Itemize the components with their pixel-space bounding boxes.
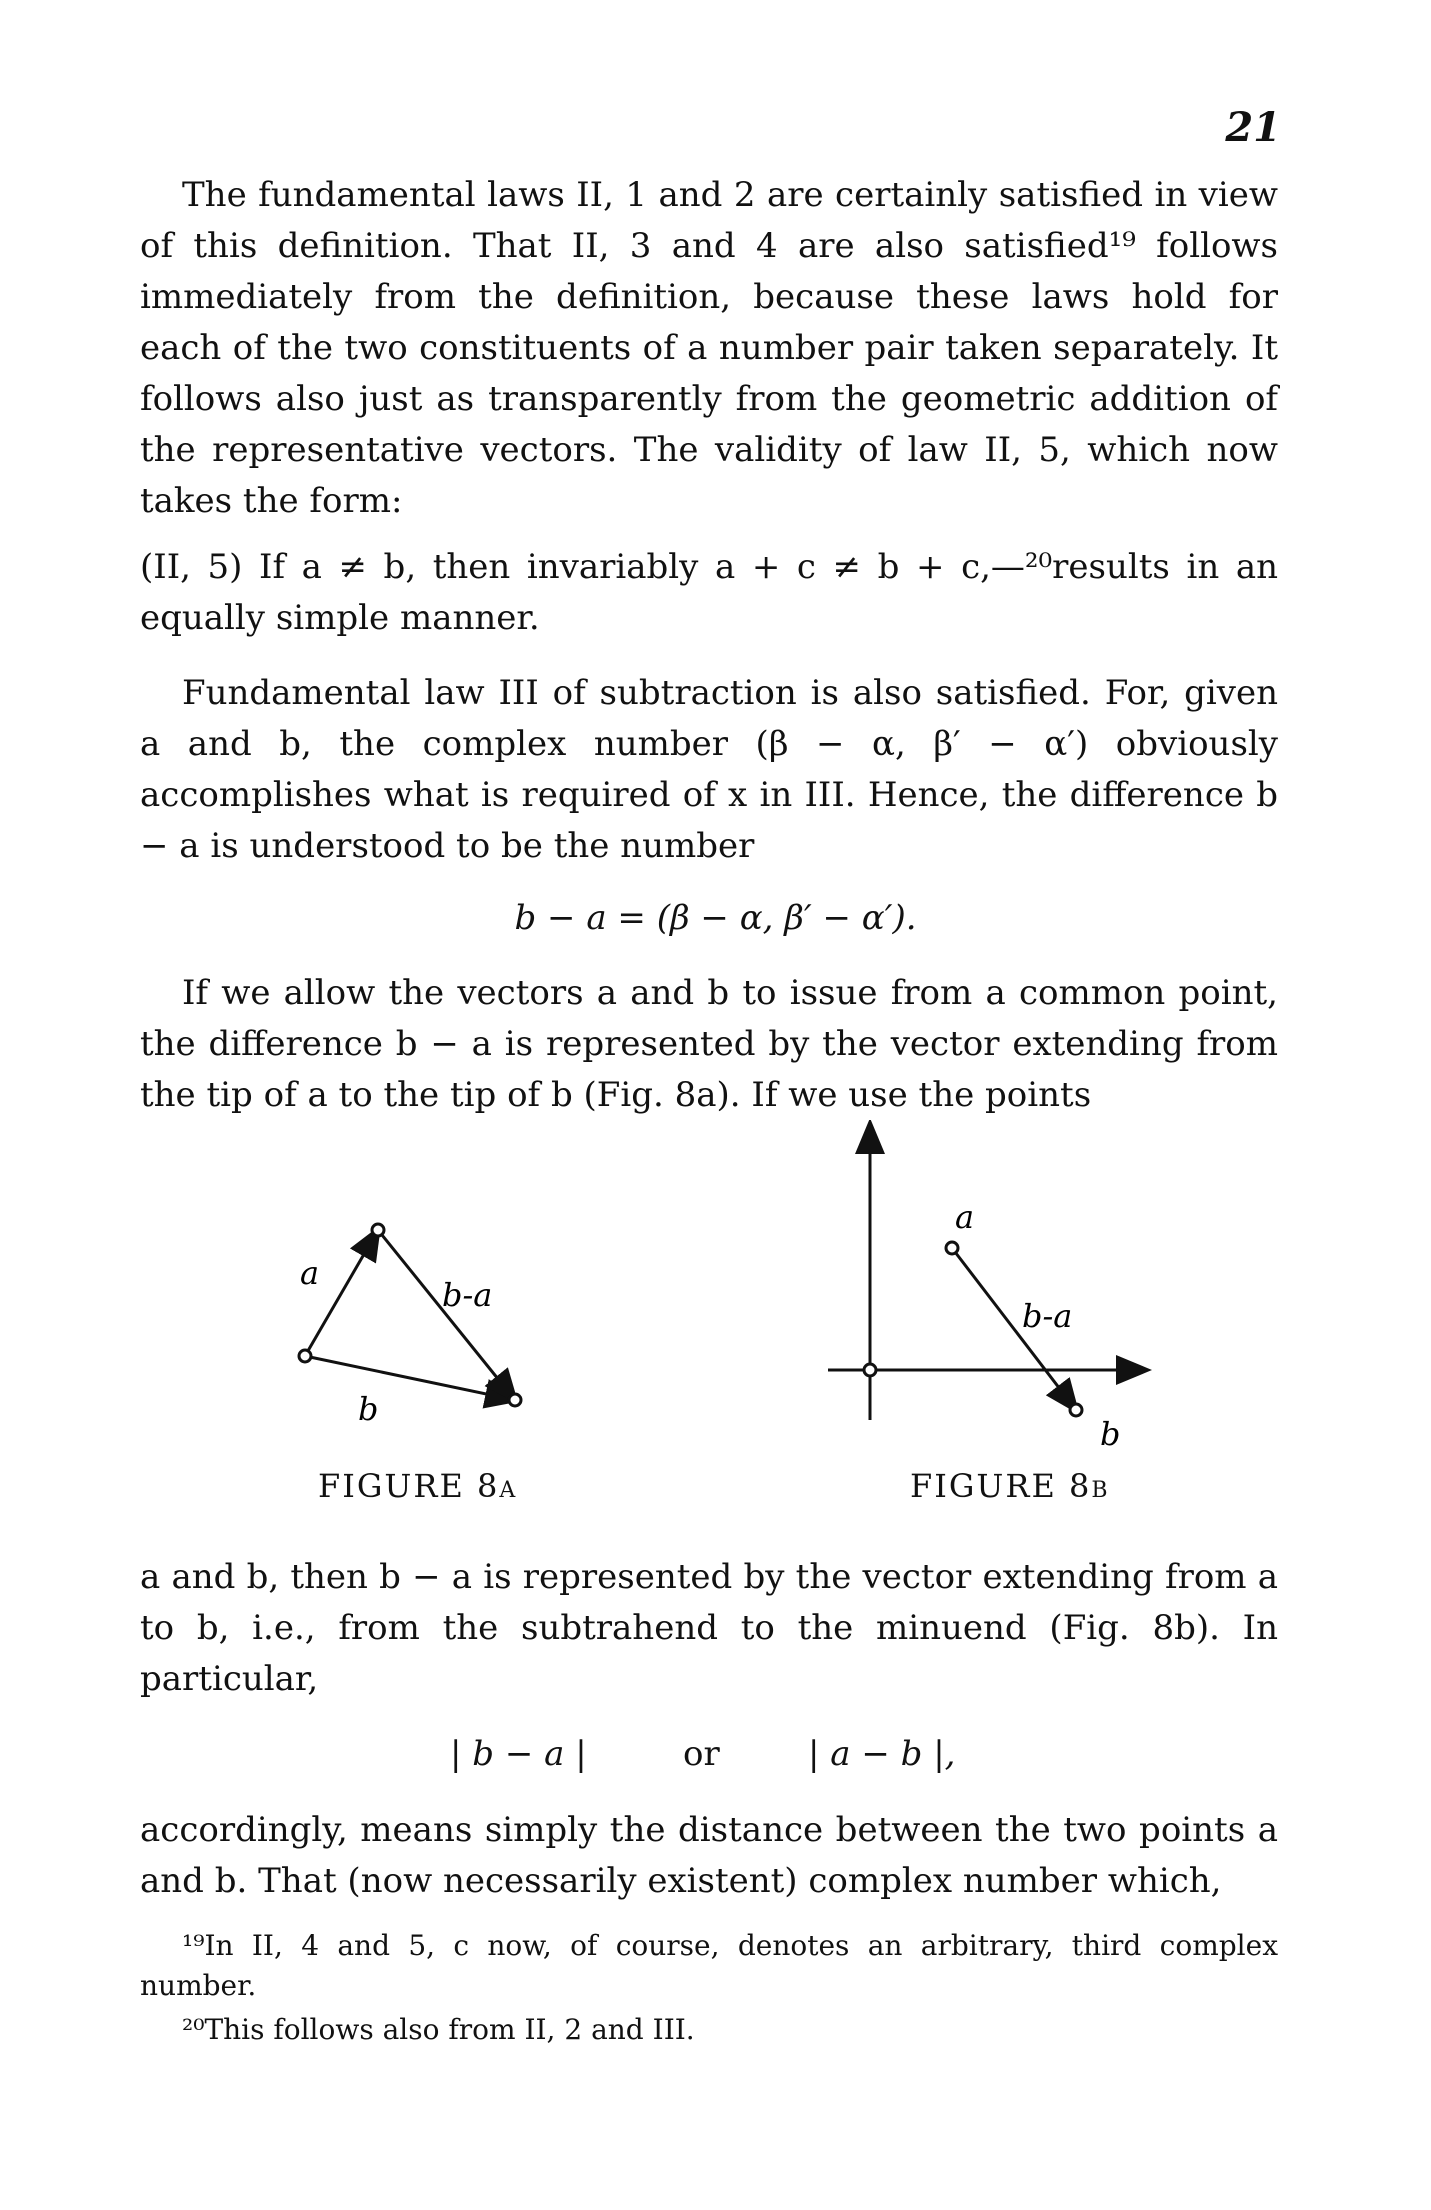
fig8b-point-a <box>946 1242 958 1254</box>
fig8a-label-b: b <box>358 1390 379 1428</box>
fig8b-label-diff: b-a <box>1022 1297 1073 1335</box>
equation-abs-row <box>0 1729 1431 1780</box>
footnote-19: ¹⁹In II, 4 and 5, c now, of course, denotes an arbitrary, third complex number. <box>140 1929 1278 2002</box>
equation-abs-right: | a − b |, <box>808 1734 956 1774</box>
paragraph-points: a and b, then b − a is represented by the vector extending from a to b, i.e., from the subtrahend to the minuend (Fig. 8b). In particular, <box>140 1557 1278 1699</box>
fig8a-vector-a <box>305 1230 378 1356</box>
fig8a-label-a: a <box>300 1254 320 1292</box>
fig8a-tip-b <box>509 1394 521 1406</box>
footnote-20: ²⁰This follows also from II, 2 and III. <box>182 2013 695 2046</box>
fig8b-point-b <box>1070 1404 1082 1416</box>
paragraph-distance: accordingly, means simply the distance between the two points a and b. That (now necessarily existent) complex number which, <box>140 1810 1278 1901</box>
figure-8a <box>299 1224 521 1428</box>
figures <box>0 1120 1431 1520</box>
equation-difference: b − a = (β − α, β′ − α′). <box>514 898 917 938</box>
paragraph-law-ii5: (II, 5) If a ≠ b, then invariably a + c ≠ b + c,—²⁰results in an equally simple manner. <box>140 547 1278 638</box>
fig8a-origin-point <box>299 1350 311 1362</box>
fig8a-tip-a <box>372 1224 384 1236</box>
figure-8a-caption: FIGURE 8a <box>318 1467 518 1505</box>
equation-abs-or: or <box>683 1734 720 1774</box>
figure-8b <box>828 1124 1146 1453</box>
figure-svg <box>0 1120 1431 1520</box>
paragraph-vectors: If we allow the vectors a and b to issue from a common point, the difference b − a is represented by the vector extending from the tip of a to the tip of b (Fig. 8a). If we use the points <box>140 973 1278 1115</box>
figure-8b-caption: FIGURE 8b <box>910 1467 1110 1505</box>
equation-abs-left: | b − a | <box>450 1734 587 1774</box>
fig8b-label-a: a <box>955 1198 975 1236</box>
paragraph-1: The fundamental laws II, 1 and 2 are certainly satisfied in view of this definition. That II, 3 and 4 are also satisfied¹⁹ follows immediately from the definition, because these laws hold for each of the two constituents of a number pair taken separately. It follows also just as transparently from the geometric addition of the representative vectors. The validity of law II, 5, which now takes the form: <box>140 175 1278 521</box>
fig8b-label-b: b <box>1100 1415 1121 1453</box>
page-number: 21 <box>1225 104 1281 151</box>
paragraph-subtraction: Fundamental law III of subtraction is also satisfied. For, given a and b, the complex number (β − α, β′ − α′) obviously accomplishes what is required of x in III. Hence, the difference b − a is understood to be the number <box>140 673 1278 866</box>
fig8b-origin-point <box>864 1364 876 1376</box>
fig8a-label-diff: b-a <box>442 1276 493 1314</box>
